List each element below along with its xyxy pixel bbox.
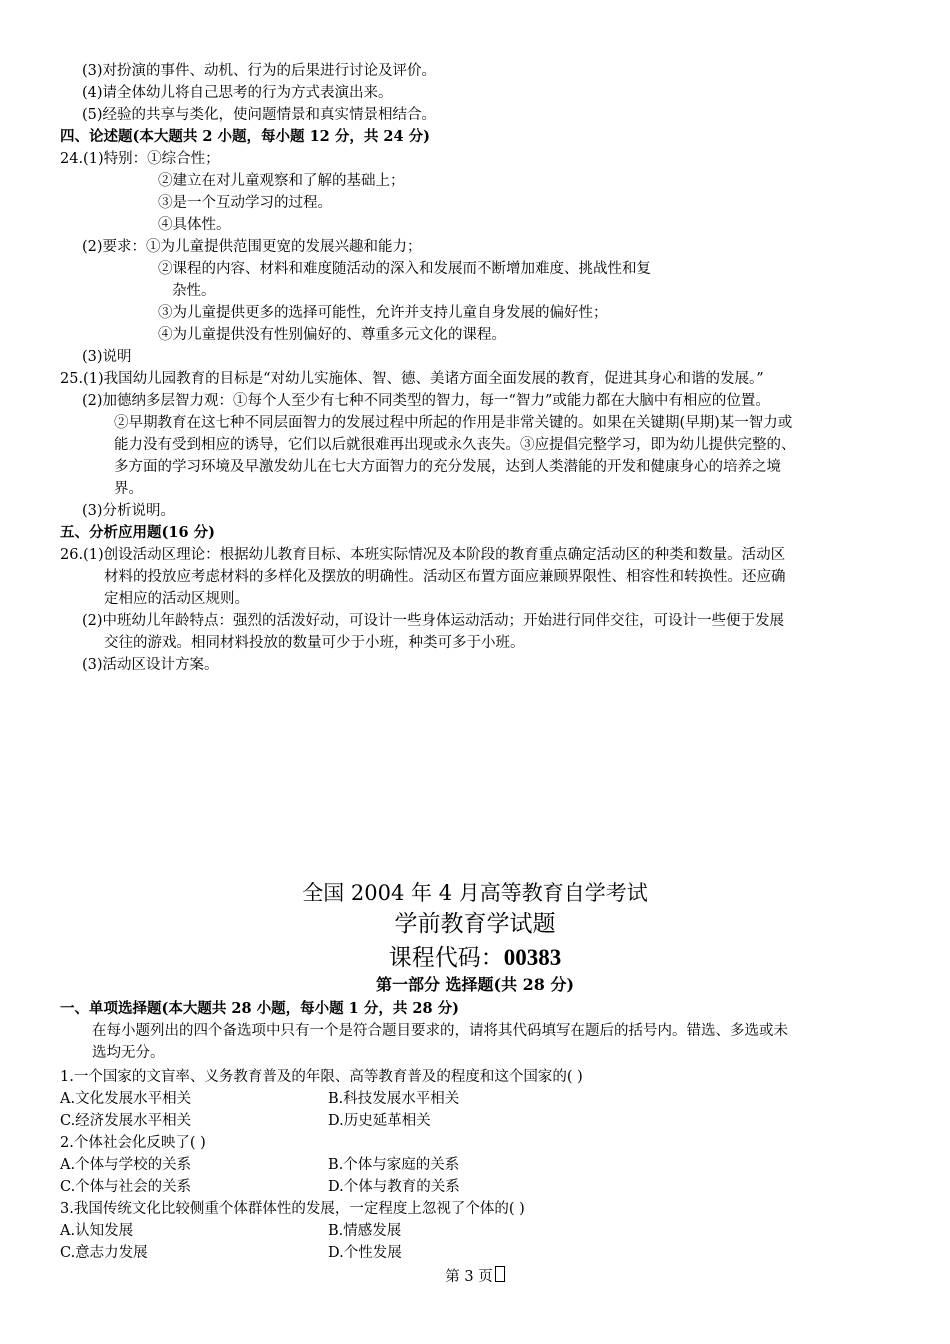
answer-line: ②建立在对儿童观察和了解的基础上； [158, 173, 405, 189]
exam-subject-title: 学前教育学试题 [394, 911, 556, 937]
answer-line: ③为儿童提供更多的选择可能性，允许并支持儿童自身发展的偏好性； [158, 305, 608, 321]
option-a: A.个体与学校的关系 [60, 1157, 192, 1173]
option-c: C.意志力发展 [60, 1245, 148, 1261]
answer-line: ②课程的内容、材料和难度随活动的深入和发展而不断增加难度、挑战性和复 [158, 261, 651, 277]
instruction-line: 选均无分。 [92, 1045, 165, 1061]
answer-line: ④具体性。 [158, 217, 231, 233]
answer-line: (2)要求：①为儿童提供范围更宽的发展兴趣和能力； [82, 239, 422, 255]
course-code-value: 00383 [503, 945, 562, 970]
answer-line: 多方面的学习环境及早激发幼儿在七大方面智力的充分发展，达到人类潜能的开发和健康身心的培养之境 [114, 459, 781, 475]
question-stem: 3.我国传统文化比较侧重个体群体性的发展，一定程度上忽视了个体的( ) [60, 1201, 525, 1217]
answer-line: 交往的游戏。相同材料投放的数量可少于小班，种类可多于小班。 [104, 635, 525, 651]
option-d: D.历史延革相关 [328, 1113, 431, 1129]
option-b: B.个体与家庭的关系 [328, 1157, 460, 1173]
answer-line: 定相应的活动区规则。 [104, 591, 249, 607]
page-footer [0, 1266, 950, 1288]
option-a: A.认知发展 [60, 1223, 134, 1239]
section-heading: 一、单项选择题(本大题共 28 小题，每小题 1 分，共 28 分) [60, 1000, 459, 1017]
exam-title: 全国 2004 年 4 月高等教育自学考试 [302, 881, 648, 905]
option-c: C.经济发展水平相关 [60, 1113, 192, 1129]
answer-line: 界。 [114, 481, 143, 497]
answer-line: 25.(1)我国幼儿园教育的目标是“对幼儿实施体、智、德、美诸方面全面发展的教育，促进其身心和谐的发展。” [60, 371, 764, 387]
part-heading: 第一部分 选择题(共 28 分) [375, 975, 575, 994]
answer-line: 杂性。 [172, 283, 216, 299]
answer-line: (2)中班幼儿年龄特点：强烈的活泼好动，可设计一些身体运动活动；开始进行同伴交往，可设计一些便于发展 [82, 613, 785, 629]
option-b: B.情感发展 [328, 1223, 402, 1239]
answer-line: (2)加德纳多层智力观：①每个人至少有七种不同类型的智力，每一“智力”或能力都在大脑中有相应的位置。 [82, 393, 770, 409]
answer-line: ②早期教育在这七种不同层面智力的发展过程中所起的作用是非常关键的。如果在关键期(早期)某一智力或 [114, 415, 793, 431]
option-c: C.个体与社会的关系 [60, 1179, 192, 1195]
answer-line: ③是一个互动学习的过程。 [158, 195, 332, 211]
answer-line: 材料的投放应考虑材料的多样化及摆放的明确性。活动区布置方面应兼顾界限性、相容性和转换性。还应确 [104, 569, 786, 585]
option-b: B.科技发展水平相关 [328, 1091, 460, 1107]
answer-line: (3)对扮演的事件、动机、行为的后果进行讨论及评价。 [82, 63, 437, 79]
course-code-label: 课程代码： [388, 945, 504, 971]
answer-line: (3)说明 [82, 349, 132, 365]
answer-line: (3)活动区设计方案。 [82, 657, 219, 673]
question-stem: 2.个体社会化反映了( ) [60, 1135, 206, 1151]
page-number: 第 3 页 [445, 1269, 493, 1285]
answer-line: (4)请全体幼儿将自己思考的行为方式表演出来。 [82, 85, 393, 101]
section-heading: 四、论述题(本大题共 2 小题，每小题 12 分，共 24 分) [60, 128, 430, 145]
option-d: D.个体与教育的关系 [328, 1179, 460, 1195]
instruction-line: 在每小题列出的四个备选项中只有一个是符合题目要求的，请将其代码填写在题后的括号内。错选、多选或未 [92, 1023, 788, 1039]
answer-line: (3)分析说明。 [82, 503, 176, 519]
answer-line: 能力没有受到相应的诱导，它们以后就很难再出现或永久丧失。③应提倡完整学习，即为幼儿提供完整的、 [114, 437, 796, 453]
option-a: A.文化发展水平相关 [60, 1091, 192, 1107]
answer-line: 26.(1)创设活动区理论：根据幼儿教育目标、本班实际情况及本阶段的教育重点确定活动区的种类和数量。活动区 [60, 547, 786, 563]
course-code [0, 942, 950, 974]
placeholder-box-icon [495, 1266, 505, 1282]
option-d: D.个性发展 [328, 1245, 402, 1261]
answer-line: 24.(1)特别：①综合性； [60, 151, 220, 167]
section-heading: 五、分析应用题(16 分) [60, 524, 215, 541]
answer-line: ④为儿童提供没有性别偏好的、尊重多元文化的课程。 [158, 327, 506, 343]
answer-line: (5)经验的共享与类化，使问题情景和真实情景相结合。 [82, 107, 437, 123]
question-stem: 1.一个国家的文盲率、义务教育普及的年限、高等教育普及的程度和这个国家的( ) [60, 1069, 583, 1085]
